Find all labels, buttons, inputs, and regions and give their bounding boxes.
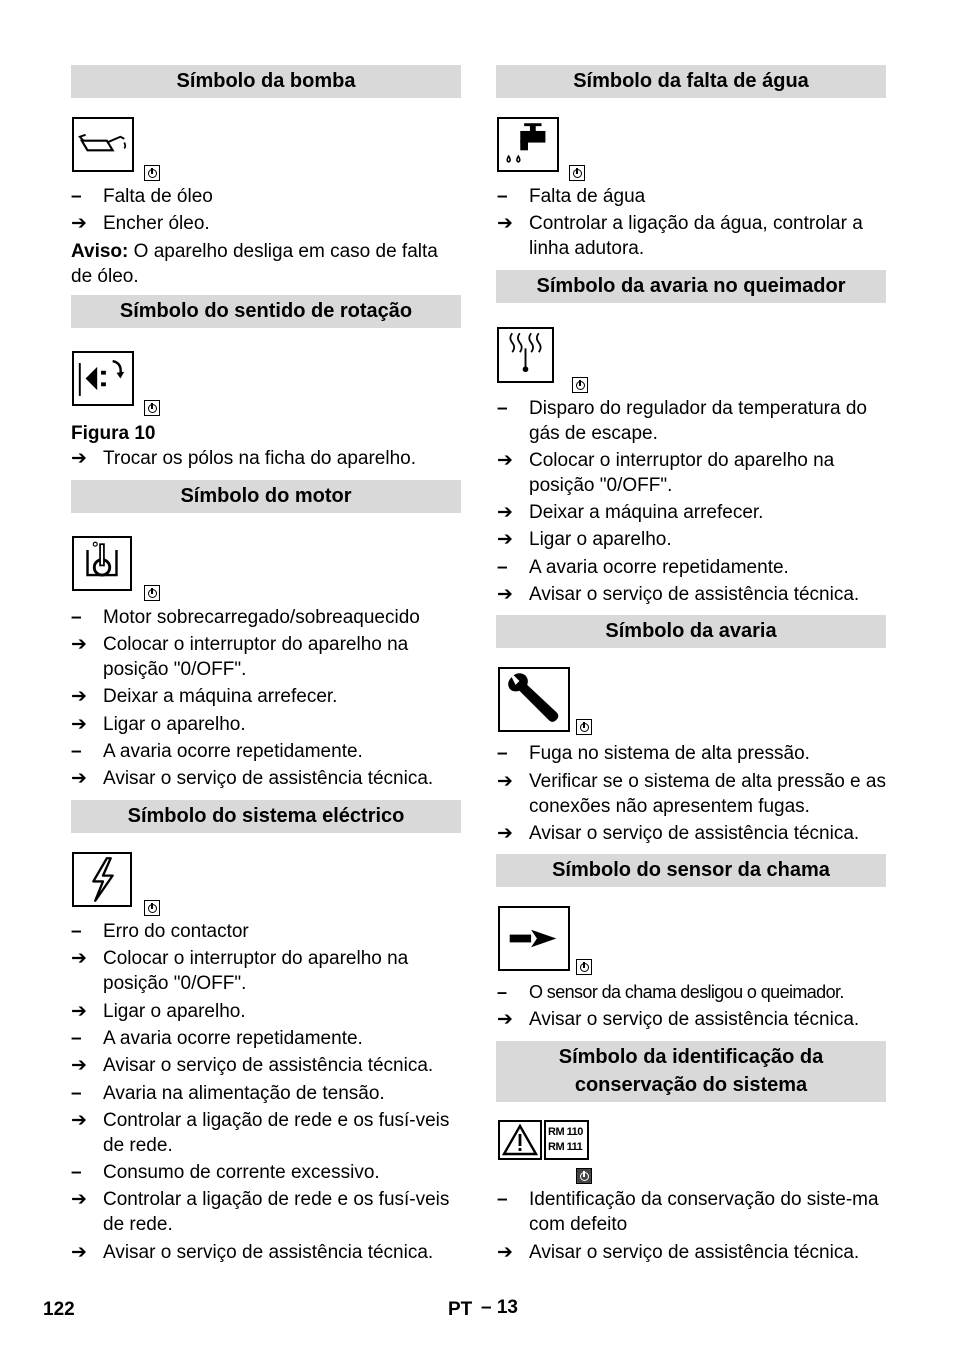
list-item: – Fuga no sistema de alta pressão. [497, 743, 810, 764]
list-item: – Disparo do regulador da temperatura do gás de escape. [497, 398, 867, 444]
warning-triangle-icon [498, 1120, 542, 1160]
list-item: – Falta de água [497, 186, 646, 207]
page-number: 122 [43, 1299, 75, 1320]
alert-indicator-icon [144, 400, 160, 416]
figure-label: Figura 10 [71, 423, 156, 444]
lightning-icon [72, 852, 132, 907]
motor-temperature-icon [72, 536, 132, 591]
alert-indicator-icon [576, 959, 592, 975]
rm-code: RM 111 [548, 1141, 583, 1153]
note-paragraph [71, 239, 463, 289]
list-item: ➔ Controlar a ligação da água, controlar a linha adutora. [497, 213, 863, 259]
note-label: Aviso: [71, 241, 129, 262]
list-item: ➔ Avisar o serviço de assistência técnica. [71, 768, 434, 789]
list-item: ➔ Ligar o aparelho. [497, 529, 672, 550]
list-item: ➔ Verificar se o sistema de alta pressão e as conexões não apresentem fugas. [497, 771, 886, 817]
list-item: ➔ Avisar o serviço de assistência técnica. [71, 1242, 434, 1263]
list-item: ➔ Avisar o serviço de assistência técnica. [497, 1242, 860, 1263]
list-item: – Avaria na alimentação de tensão. [71, 1083, 385, 1104]
list-item: – Identificação da conservação do siste-ma com defeito [497, 1189, 879, 1235]
section-header-rotation: Símbolo do sentido de rotação [71, 295, 461, 328]
section-header-line: Símbolo da identificação da [558, 1046, 824, 1068]
list-item: ➔ Avisar o serviço de assistência técnica. [497, 1009, 860, 1030]
rm-code-badge [544, 1120, 589, 1160]
section-header-fault: Símbolo da avaria [496, 615, 886, 648]
list-item: – Motor sobrecarregado/sobreaquecido [71, 607, 420, 628]
oil-can-icon [72, 117, 134, 172]
list-item: ➔ Trocar os pólos na ficha do aparelho. [71, 448, 416, 469]
plug-rotation-icon [72, 351, 134, 406]
list-item: ➔ Avisar o serviço de assistência técnica. [497, 823, 860, 844]
list-item: – Erro do contactor [71, 921, 249, 942]
list-item: ➔ Avisar o serviço de assistência técnica. [71, 1055, 434, 1076]
list-item: – Consumo de corrente excessivo. [71, 1162, 380, 1183]
list-item: – O sensor da chama desligou o queimador. [497, 982, 844, 1002]
alert-indicator-icon [144, 900, 160, 916]
section-header-water: Símbolo da falta de água [496, 65, 886, 98]
list-item: ➔ Encher óleo. [71, 213, 210, 234]
list-item: ➔ Deixar a máquina arrefecer. [71, 686, 338, 707]
section-header-flame: Símbolo do sensor da chama [496, 854, 886, 887]
section-header-motor: Símbolo do motor [71, 480, 461, 513]
section-header-pump: Símbolo da bomba [71, 65, 461, 98]
list-item: – A avaria ocorre repetidamente. [71, 741, 363, 762]
section-header-burner: Símbolo da avaria no queimador [496, 270, 886, 303]
section-header-maintenance [496, 1041, 886, 1102]
list-item: ➔ Avisar o serviço de assistência técnica. [497, 584, 860, 605]
alert-indicator-icon [576, 1168, 592, 1184]
alert-indicator-icon [572, 377, 588, 393]
section-header-line: conservação do sistema [574, 1074, 808, 1096]
alert-indicator-icon [144, 165, 160, 181]
language-code: PT [448, 1299, 473, 1320]
list-item: ➔ Ligar o aparelho. [71, 1001, 246, 1022]
flame-sensor-arrow-icon [498, 906, 570, 971]
list-item: – A avaria ocorre repetidamente. [497, 557, 789, 578]
rm-code: RM 110 [548, 1126, 583, 1138]
section-header-electric: Símbolo do sistema eléctrico [71, 800, 461, 833]
list-item: ➔ Controlar a ligação de rede e os fusí-veis de rede. [71, 1189, 450, 1235]
list-item: ➔ Deixar a máquina arrefecer. [497, 502, 764, 523]
list-item: ➔ Colocar o interruptor do aparelho na posição "0/OFF". [71, 634, 409, 680]
list-item: – Falta de óleo [71, 186, 213, 207]
list-item: ➔ Colocar o interruptor do aparelho na posição "0/OFF". [71, 948, 409, 994]
list-item: – A avaria ocorre repetidamente. [71, 1028, 363, 1049]
wrench-icon [498, 667, 570, 732]
note-text: O aparelho desliga em caso de falta de óleo. [71, 241, 438, 287]
list-item: ➔ Ligar o aparelho. [71, 714, 246, 735]
water-tap-icon [497, 117, 559, 172]
alert-indicator-icon [144, 585, 160, 601]
list-item: ➔ Colocar o interruptor do aparelho na posição "0/OFF". [497, 450, 835, 496]
alert-indicator-icon [569, 165, 585, 181]
alert-indicator-icon [576, 719, 592, 735]
list-item: ➔ Controlar a ligação de rede e os fusí-veis de rede. [71, 1110, 450, 1156]
exhaust-temperature-icon [497, 327, 554, 383]
sub-page-number: – 13 [481, 1297, 518, 1318]
